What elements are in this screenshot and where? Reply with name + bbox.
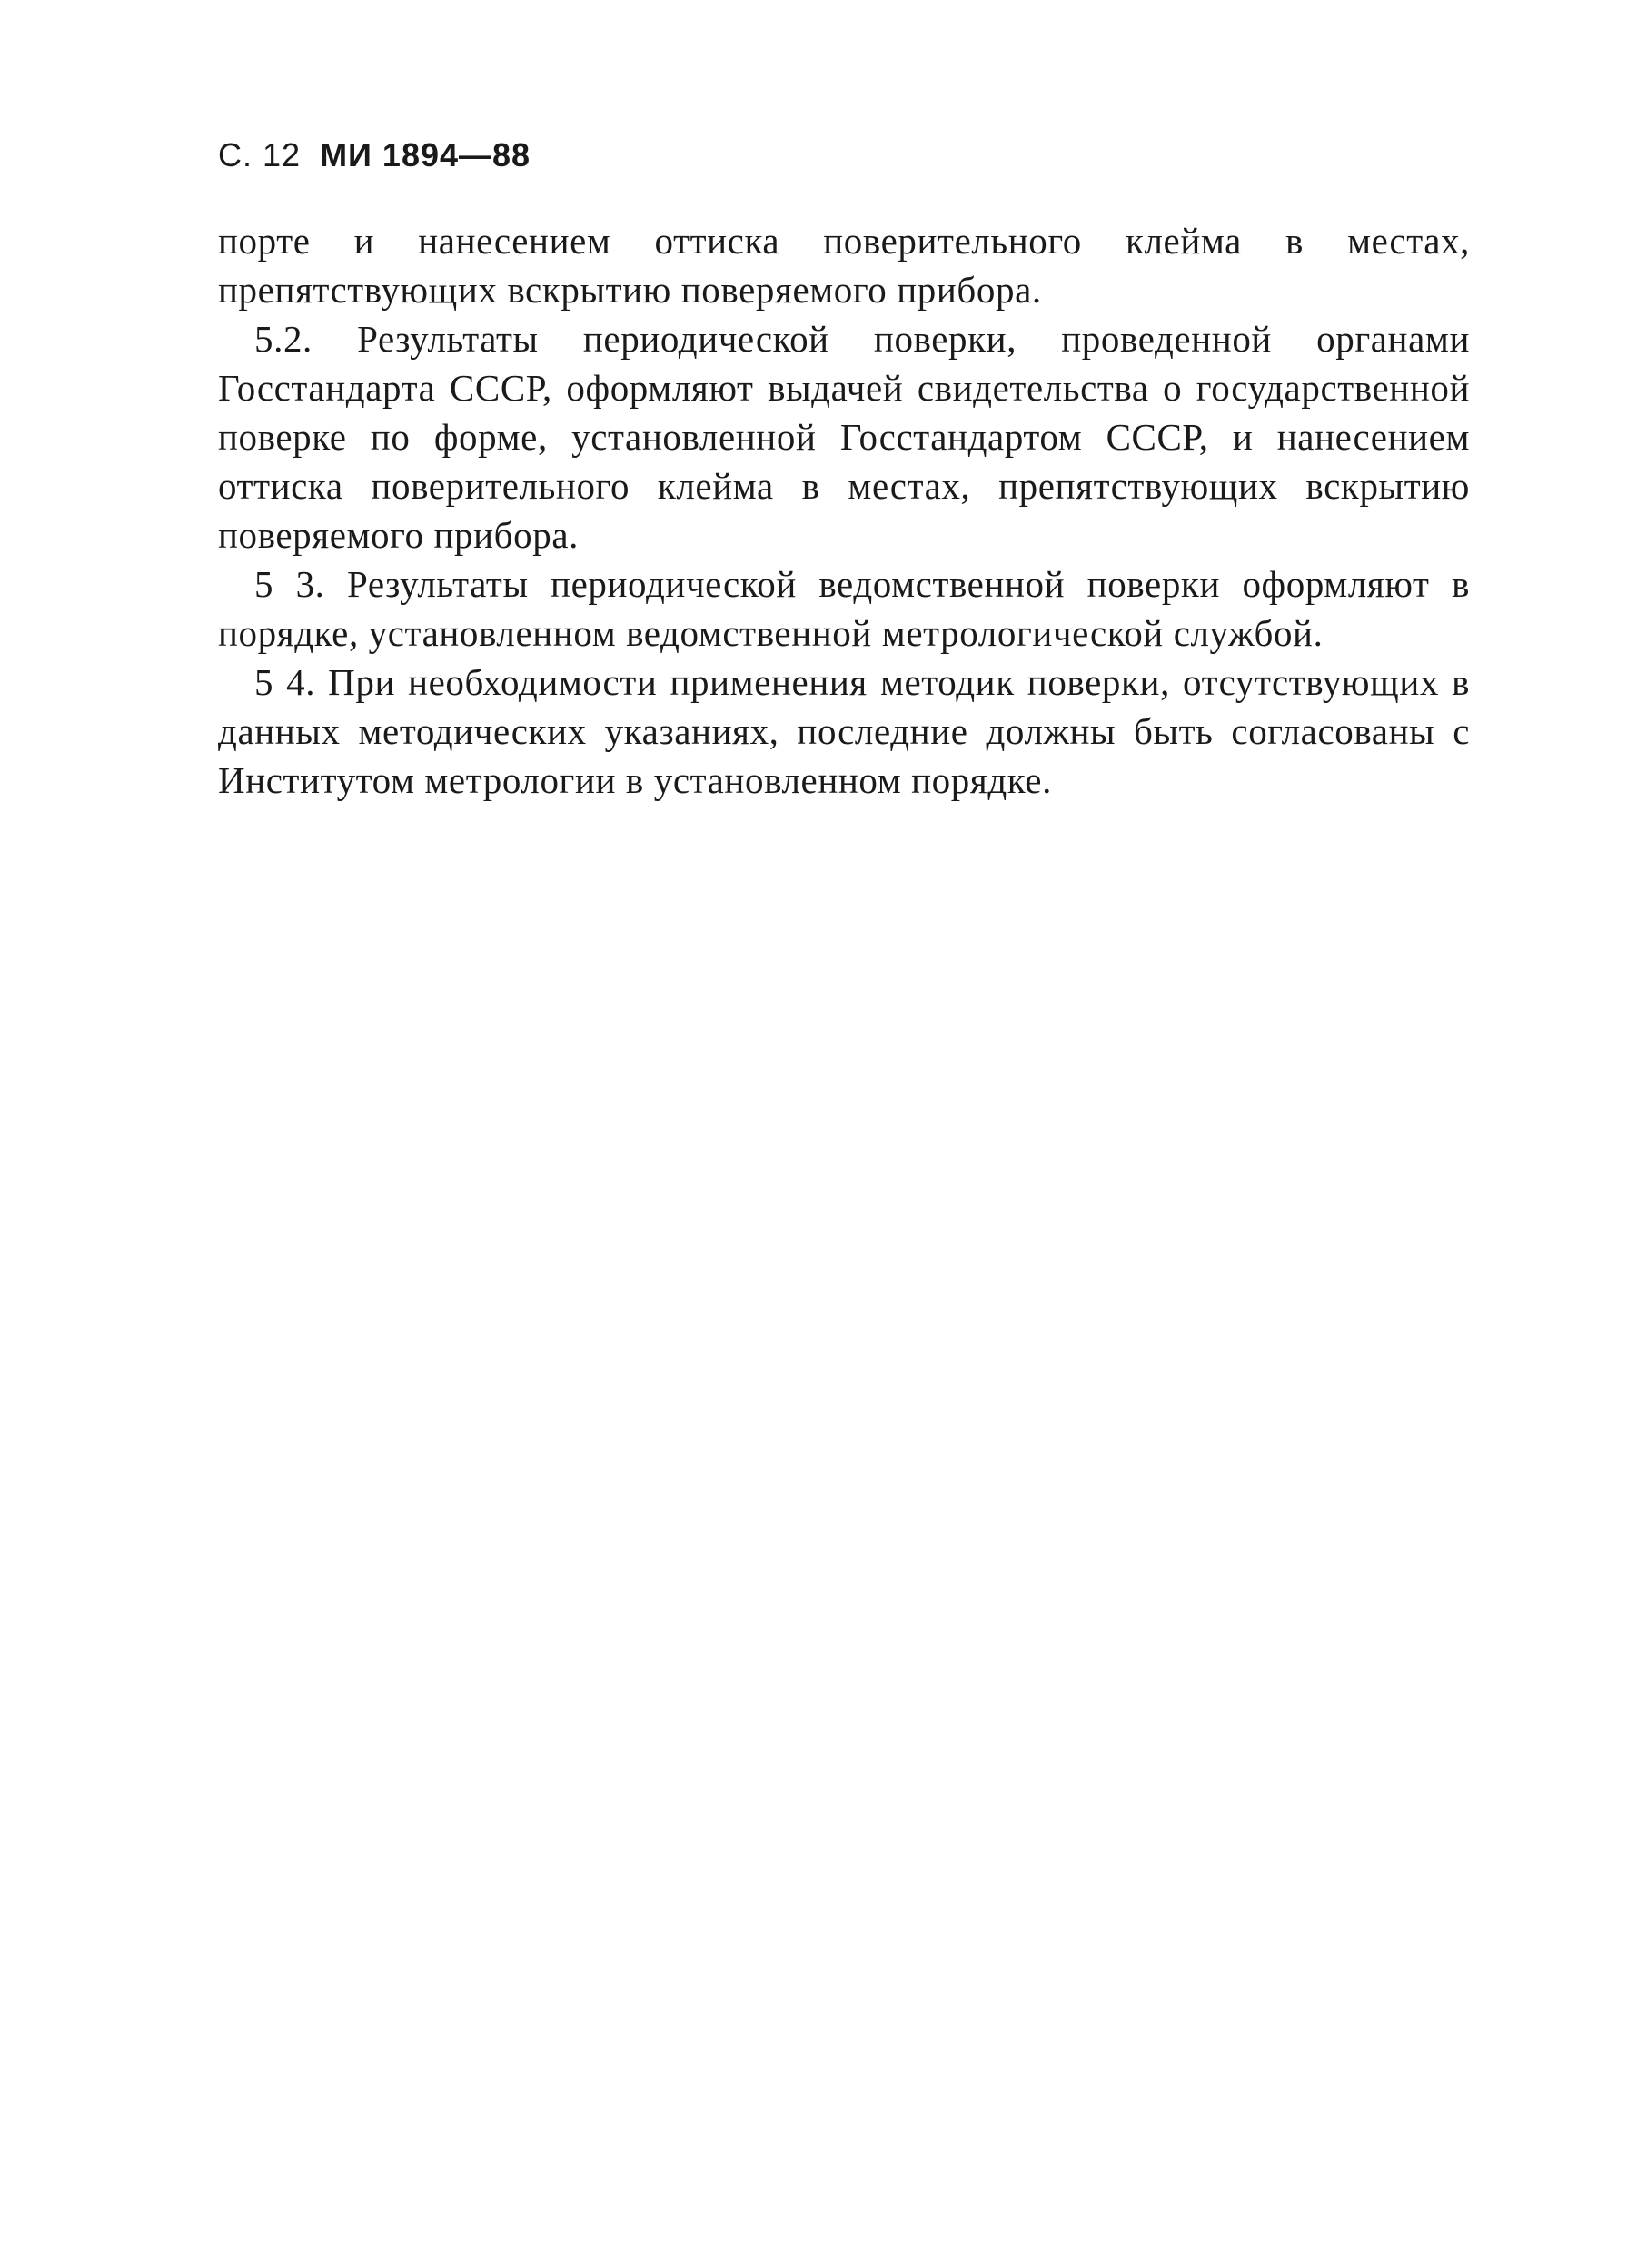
paragraph-continuation: порте и нанесением оттиска поверительного клейма в местах, препятствующих вскрытию поверяемого прибора.	[218, 220, 1470, 311]
page-number: С. 12	[218, 136, 302, 173]
paragraph-5-3: 5 3. Результаты периодической ведомственной поверки оформляют в порядке, установленном ведомственной метрологической службой.	[218, 563, 1470, 654]
paragraph-5-4: 5 4. При необходимости применения методик поверки, отсутствующих в данных методических указаниях, последние должны быть согласованы с Институтом метрологии в установленном порядке.	[218, 661, 1470, 801]
paragraph-5-2: 5.2. Результаты периодической поверки, проведенной органами Госстандарта СССР, оформляют выдачей свидетельства о государственной поверке по форме, установленной Госстандартом СССР, и нанесением оттиска поверительного клейма в местах, препятствующих вскрытию поверяемого прибора.	[218, 318, 1470, 556]
document-code: МИ 1894—88	[320, 136, 531, 173]
page-header	[218, 136, 531, 174]
document-body	[218, 216, 1470, 805]
